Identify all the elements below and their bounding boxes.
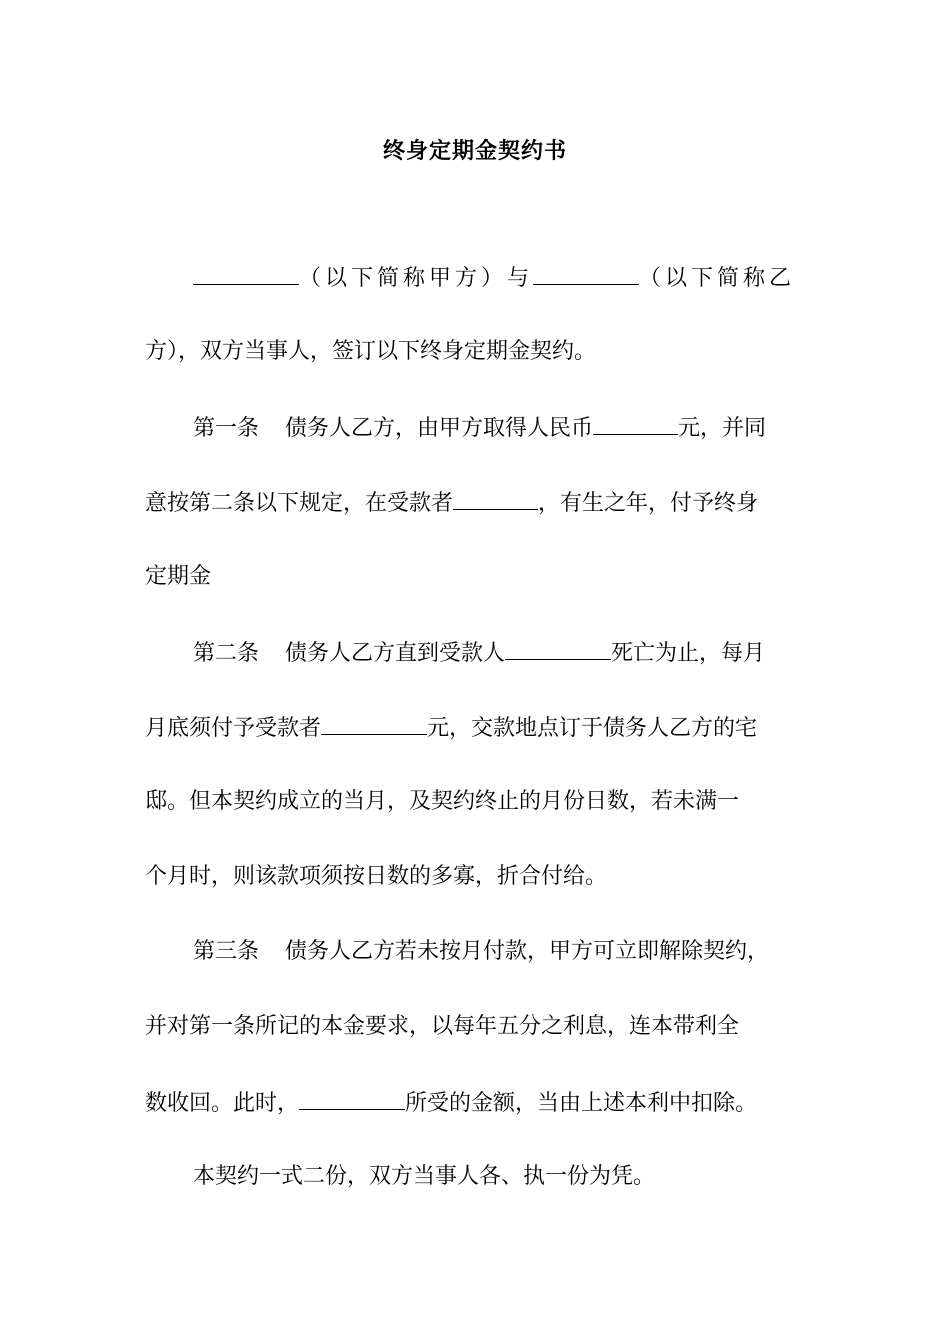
article-1-line-2 xyxy=(145,487,758,519)
closing-text: 本契约一式二份，双方当事人各、执一份为凭。 xyxy=(193,1164,656,1189)
article-3-text-a: 债务人乙方若未按月付款，甲方可立即解除契约， xyxy=(285,939,770,964)
intro-text-b: （以下简称乙 xyxy=(639,266,796,291)
article-1-label: 第一条 xyxy=(193,416,260,441)
article-2-text-d: 元，交款地点订于债务人乙方的宅 xyxy=(427,716,758,741)
article-2-line-2 xyxy=(145,712,757,744)
article-1-text-a: 债务人乙方，由甲方取得人民币 xyxy=(285,416,594,441)
party-a-blank[interactable] xyxy=(193,262,299,285)
article-3-line-1 xyxy=(193,937,769,967)
article-1-line-3 xyxy=(145,562,211,592)
article-2-text-c: 月底须付予受款者 xyxy=(145,716,322,741)
document-title: 终身定期金契约书 xyxy=(382,138,567,164)
payee-name-blank[interactable] xyxy=(505,637,611,660)
intro-text-c: 方），双方当事人，签订以下终身定期金契约。 xyxy=(145,339,597,364)
article-1-line-1 xyxy=(193,412,766,444)
amount-blank[interactable] xyxy=(593,412,678,435)
article-3-line-3 xyxy=(145,1087,757,1119)
article-1-text-c: 意按第二条以下规定，在受款者 xyxy=(145,491,454,516)
article-3-text-c: 数收回。此时， xyxy=(145,1091,300,1116)
article-2-text-f: 个月时，则该款项须按日数的多寡，折合付给。 xyxy=(145,864,608,889)
article-2-label: 第二条 xyxy=(193,641,260,666)
article-2-text-a: 债务人乙方直到受款人 xyxy=(285,641,506,666)
article-1-text-e: 定期金 xyxy=(145,564,212,589)
article-2-line-1 xyxy=(193,637,765,669)
article-3-line-2 xyxy=(145,1012,739,1042)
party-b-blank[interactable] xyxy=(533,262,639,285)
article-1-text-d: ，有生之年，付予终身 xyxy=(538,491,759,516)
article-3-text-b: 并对第一条所记的本金要求，以每年五分之利息，连本带利全 xyxy=(145,1014,740,1039)
payee-blank[interactable] xyxy=(453,487,538,510)
article-3-text-d: 所受的金额，当由上述本利中扣除。 xyxy=(405,1091,758,1116)
intro-line-2 xyxy=(145,337,596,367)
article-2-line-3 xyxy=(145,787,739,817)
monthly-amount-blank[interactable] xyxy=(321,712,427,735)
closing-line xyxy=(193,1162,655,1192)
intro-line-1 xyxy=(193,262,795,294)
article-3-label: 第三条 xyxy=(193,939,260,964)
intro-text-a: （以下简称甲方）与 xyxy=(299,266,534,291)
article-2-text-e: 邸。但本契约成立的当月，及契约终止的月份日数，若未满一 xyxy=(145,789,740,814)
article-2-line-4 xyxy=(145,862,607,892)
article-1-text-b: 元，并同 xyxy=(678,416,767,441)
recipient-blank[interactable] xyxy=(299,1087,405,1110)
article-2-text-b: 死亡为止，每月 xyxy=(611,641,766,666)
